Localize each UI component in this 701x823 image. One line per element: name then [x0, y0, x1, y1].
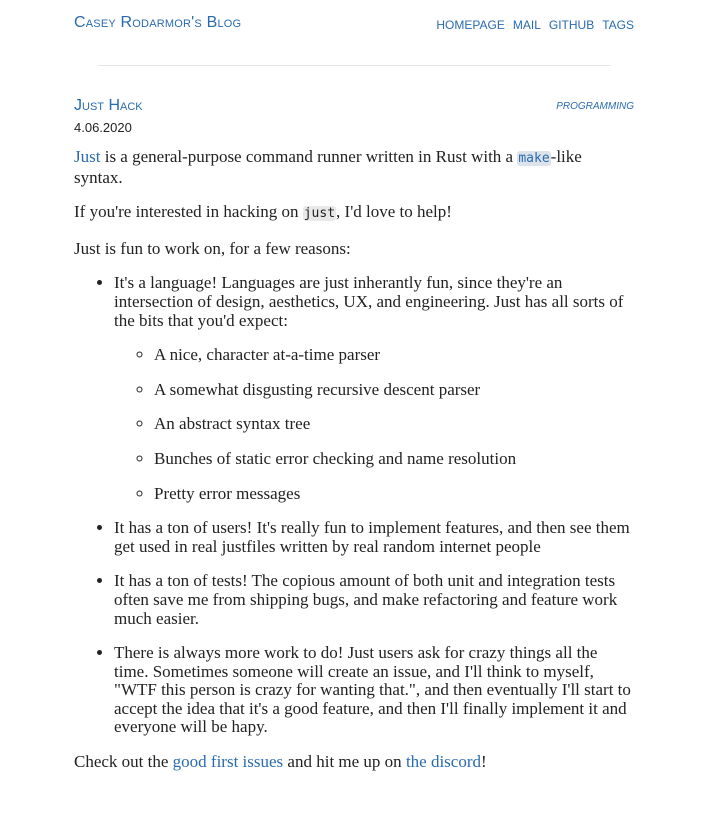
hacking-paragraph [74, 203, 634, 224]
closing-text-3: ! [481, 752, 487, 772]
site-title-link[interactable]: Casey Rodarmor's Blog [74, 14, 242, 31]
list-item: • It has a ton of users! It's really fun to implement features, and then see them get used in real justfiles written by real random internet people [114, 519, 634, 556]
reasons-intro: Just is fun to work on, for a few reasons: [74, 238, 351, 258]
list-item: ◦ Bunches of static error checking and name resolution [154, 450, 634, 469]
post-date: 4.06.2020 [74, 120, 132, 135]
just-link[interactable]: Just [74, 147, 101, 166]
intro-text-1: is a general-purpose command runner written in Rust with a [100, 147, 518, 166]
just-code: just [303, 206, 336, 222]
reason-language: It's a language! Languages are just inherantly fun, since they're an intersection of design, aesthetics, UX, and engineering. Just has all sorts of the bits that you'd expect: [114, 273, 624, 330]
post-content [74, 148, 634, 788]
header-divider [98, 65, 611, 66]
hacking-text-1: If you're interested in hacking on [74, 202, 303, 222]
language-bits-list [114, 346, 634, 503]
list-item: ◦ An abstract syntax tree [154, 415, 634, 434]
list-item: ◦ A somewhat disgusting recursive descent parser [154, 381, 634, 400]
nav-github[interactable]: GITHUB [548, 18, 595, 32]
good-first-issues-link[interactable]: good first issues [172, 752, 284, 772]
list-item: ◦ Pretty error messages [154, 485, 634, 504]
discord-link[interactable]: the discord [405, 752, 482, 772]
list-item: • There is always more work to do! Just users ask for crazy things all the time. Sometimes someone will create an issue, and I'll think to myself, "WTF this person is crazy for wanting that.", and then eventually I'll start to accept the idea that it's a good feature, and then I'll finally implement it and everyone will be hapy. [114, 644, 634, 737]
list-item [114, 274, 634, 503]
make-link[interactable] [517, 147, 550, 166]
hacking-text-2: , I'd love to help! [336, 202, 452, 222]
make-code: make [518, 151, 550, 166]
list-item: ◦ A nice, character at-a-time parser [154, 346, 634, 365]
closing-text-2: and hit me up on [283, 752, 406, 772]
intro-paragraph [74, 148, 634, 187]
nav-tags[interactable]: TAGS [602, 18, 634, 32]
reasons-list [74, 274, 634, 737]
top-nav [436, 18, 634, 32]
nav-homepage[interactable]: HOMEPAGE [436, 18, 505, 32]
list-item: • It has a ton of tests! The copious amount of both unit and integration tests often save me from shipping bugs, and make refactoring and feature work much easier. [114, 572, 634, 628]
post-title-link[interactable]: Just Hack [74, 97, 143, 114]
nav-mail[interactable]: MAIL [512, 18, 541, 32]
intro-text-2: -like syntax. [74, 147, 582, 187]
post-tag-link[interactable]: PROGRAMMING [556, 101, 634, 112]
closing-text-1: Check out the [74, 752, 173, 772]
closing-paragraph [74, 753, 634, 772]
